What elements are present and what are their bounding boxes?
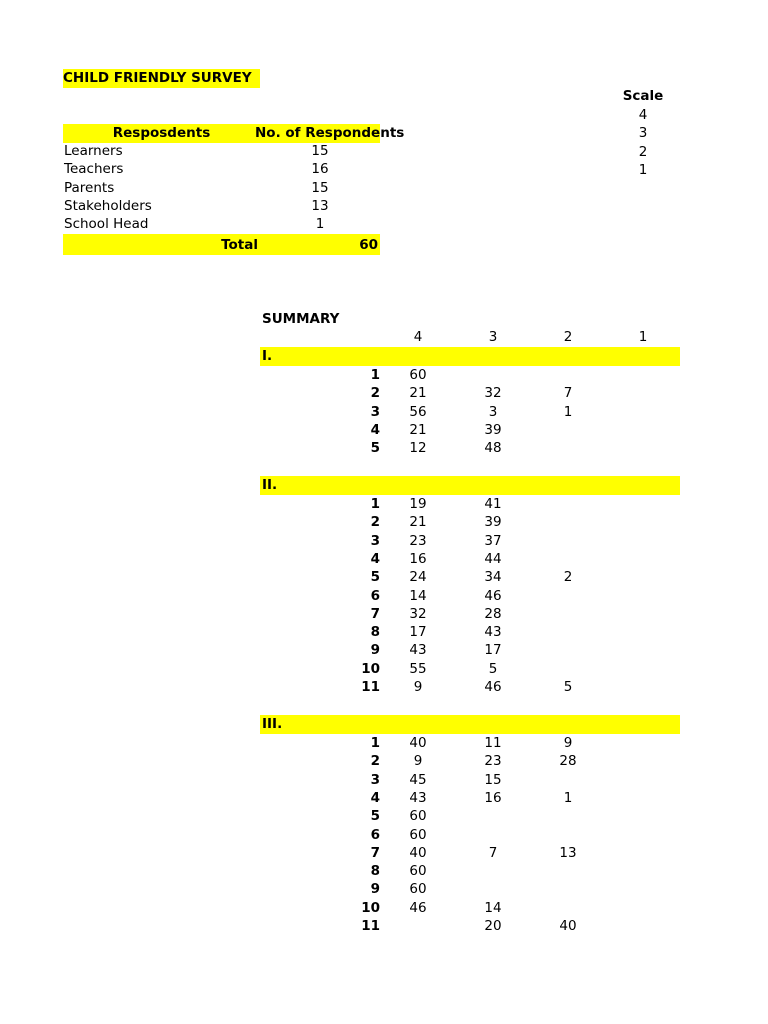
item-number: 11 — [361, 918, 380, 934]
tally-cell: 32 — [409, 605, 427, 622]
respondent-name: School Head — [64, 216, 149, 233]
item-number: 7 — [370, 844, 380, 861]
tally-cell: 17 — [484, 642, 502, 659]
section-header: II. — [260, 476, 680, 495]
summary-column-header: 4 — [413, 329, 423, 345]
tally-cell: 56 — [409, 403, 427, 420]
respondent-count: 15 — [311, 179, 329, 196]
respondents-name-header: Resposdents — [112, 125, 211, 141]
tally-cell: 16 — [484, 789, 502, 806]
tally-cell: 48 — [484, 440, 502, 457]
tally-cell: 60 — [409, 826, 427, 843]
tally-cell: 2 — [563, 569, 573, 586]
item-number: 7 — [370, 605, 380, 622]
tally-cell: 5 — [563, 679, 573, 695]
tally-cell: 17 — [409, 624, 427, 641]
tally-cell: 39 — [484, 514, 502, 531]
respondent-count: 16 — [311, 161, 329, 178]
item-number: 4 — [370, 789, 380, 806]
tally-cell: 28 — [484, 605, 502, 622]
respondents-total-row — [63, 234, 380, 255]
item-number: 3 — [370, 403, 380, 420]
item-number: 8 — [370, 863, 380, 880]
respondent-count: 1 — [315, 216, 325, 233]
tally-cell: 12 — [409, 440, 427, 457]
tally-cell: 32 — [484, 385, 502, 402]
tally-cell: 19 — [409, 496, 427, 512]
tally-cell: 15 — [484, 771, 502, 788]
item-number: 6 — [370, 587, 380, 604]
tally-cell: 41 — [484, 496, 502, 512]
scale-value: 1 — [638, 161, 648, 178]
item-number: 9 — [370, 642, 380, 659]
tally-cell: 16 — [409, 550, 427, 567]
item-number: 6 — [370, 826, 380, 843]
tally-cell: 44 — [484, 550, 502, 567]
tally-cell: 13 — [559, 844, 577, 861]
scale-value: 4 — [638, 107, 648, 123]
tally-cell: 60 — [409, 808, 427, 825]
item-number: 4 — [370, 421, 380, 438]
tally-cell: 43 — [409, 789, 427, 806]
tally-cell: 46 — [484, 587, 502, 604]
tally-cell: 60 — [409, 863, 427, 880]
item-number: 8 — [370, 624, 380, 641]
tally-cell: 24 — [409, 569, 427, 586]
scale-value: 2 — [638, 143, 648, 160]
summary-column-header: 1 — [638, 329, 648, 345]
item-number: 4 — [370, 550, 380, 567]
tally-cell: 46 — [409, 899, 427, 916]
scale-value: 3 — [638, 125, 648, 142]
item-number: 1 — [370, 367, 380, 383]
section-header: III. — [260, 715, 680, 734]
scale-header: Scale — [622, 88, 664, 104]
tally-cell: 34 — [484, 569, 502, 586]
survey-title: CHILD FRIENDLY SURVEY — [63, 69, 260, 88]
item-number: 5 — [370, 569, 380, 586]
tally-cell: 7 — [563, 385, 573, 402]
tally-cell: 20 — [484, 918, 502, 934]
tally-cell: 45 — [409, 771, 427, 788]
summary-title: SUMMARY — [262, 311, 340, 327]
tally-cell: 21 — [409, 514, 427, 531]
item-number: 10 — [361, 660, 380, 677]
tally-cell: 9 — [413, 679, 423, 695]
section-header: I. — [260, 347, 680, 366]
summary-column-header: 3 — [488, 329, 498, 345]
tally-cell: 39 — [484, 421, 502, 438]
item-number: 2 — [370, 514, 380, 531]
tally-cell: 23 — [409, 532, 427, 549]
respondent-name: Teachers — [64, 161, 124, 178]
item-number: 3 — [370, 771, 380, 788]
tally-cell: 14 — [484, 899, 502, 916]
tally-cell: 40 — [409, 844, 427, 861]
tally-cell: 60 — [409, 881, 427, 898]
item-number: 2 — [370, 753, 380, 770]
tally-cell: 43 — [409, 642, 427, 659]
tally-cell: 40 — [409, 735, 427, 751]
item-number: 9 — [370, 881, 380, 898]
summary-column-header: 2 — [563, 329, 573, 345]
tally-cell: 9 — [413, 753, 423, 770]
tally-cell: 21 — [409, 385, 427, 402]
tally-cell: 23 — [484, 753, 502, 770]
item-number: 1 — [370, 735, 380, 751]
tally-cell: 5 — [488, 660, 498, 677]
tally-cell: 9 — [563, 735, 573, 751]
tally-cell: 46 — [484, 679, 502, 695]
respondent-name: Parents — [64, 179, 115, 196]
tally-cell: 11 — [484, 735, 502, 751]
item-number: 11 — [361, 679, 380, 695]
respondents-header-row — [63, 124, 405, 143]
tally-cell: 43 — [484, 624, 502, 641]
item-number: 1 — [370, 496, 380, 512]
respondents-count-header: No. of Respondents — [255, 125, 405, 141]
respondent-name: Stakeholders — [64, 197, 152, 214]
item-number: 5 — [370, 440, 380, 457]
item-number: 10 — [361, 899, 380, 916]
tally-cell: 60 — [409, 367, 427, 383]
tally-cell: 37 — [484, 532, 502, 549]
respondent-count: 13 — [311, 197, 329, 214]
tally-cell: 21 — [409, 421, 427, 438]
respondent-name: Learners — [64, 143, 123, 159]
item-number: 2 — [370, 385, 380, 402]
tally-cell: 1 — [563, 403, 573, 420]
tally-cell: 55 — [409, 660, 427, 677]
item-number: 3 — [370, 532, 380, 549]
tally-cell: 1 — [563, 789, 573, 806]
total-value: 60 — [359, 237, 378, 253]
tally-cell: 7 — [488, 844, 498, 861]
tally-cell: 14 — [409, 587, 427, 604]
tally-cell: 3 — [488, 403, 498, 420]
tally-cell: 28 — [559, 753, 577, 770]
item-number: 5 — [370, 808, 380, 825]
tally-cell: 40 — [559, 918, 577, 934]
total-label: Total — [221, 237, 258, 253]
respondent-count: 15 — [311, 143, 329, 159]
